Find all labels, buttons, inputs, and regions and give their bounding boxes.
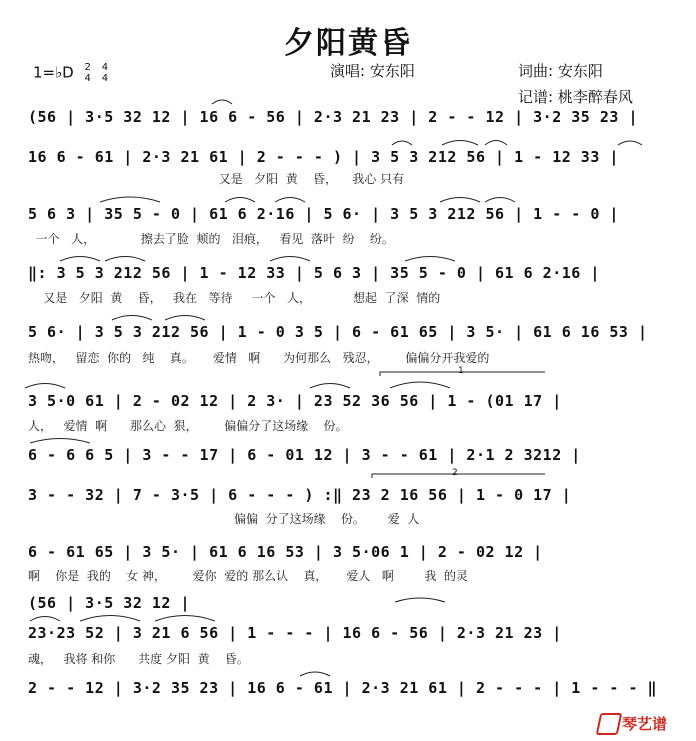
- slur: [165, 316, 205, 321]
- slur: [30, 617, 60, 622]
- notation-line: 5 6· | 3 5 3 212 56 | 1 - 0 3 5 | 6 - 61 65 | 3 5· | 61 6 16 53 |: [28, 323, 648, 341]
- slur: [112, 316, 152, 321]
- key-and-time-signature: [33, 62, 108, 84]
- notation-line: 3 5·0 61 | 2 - 02 12 | 2 3· | 23 52 36 56 | 1 - (01 17 |: [28, 392, 562, 410]
- notation-line: 2 - - 12 | 3·2 35 23 | 16 6 - 61 | 2·3 21 61 | 2 - - - | 1 - - - ‖: [28, 679, 658, 697]
- slur: [390, 382, 450, 388]
- slur: [100, 197, 160, 202]
- notation-line: 5 6 3 | 35 5 - 0 | 61 6 2·16 | 5 6· | 3 5 3 212 56 | 1 - - 0 |: [28, 205, 619, 223]
- notation-line: 3 - - 32 | 7 - 3·5 | 6 - - - ) :‖ 23 2 16 56 | 1 - 0 17 |: [28, 486, 572, 504]
- lyric-line: 一个 人， 擦去了脸 颊的 泪痕， 看见 落叶 纷 纷。: [28, 232, 394, 246]
- notation-line: 6 - 61 65 | 3 5· | 61 6 16 53 | 3 5·06 1 | 2 - 02 12 |: [28, 543, 543, 561]
- notation-line: (56 | 3·5 32 12 |: [28, 594, 191, 612]
- volta-2-label: 2: [452, 468, 458, 478]
- time-signature-4-4: 4 4: [101, 62, 109, 84]
- notation-line: (56 | 3·5 32 12 | 16 6 - 56 | 2·3 21 23 | 2 - - 12 | 3·2 35 23 |: [28, 108, 638, 126]
- slur: [155, 616, 215, 622]
- slur: [310, 384, 350, 389]
- lyric-line: 魂， 我将 和你 共度 夕阳 黄 昏。: [28, 652, 249, 666]
- slur: [442, 141, 478, 146]
- notation-line: 23·23 52 | 3 21 6 56 | 1 - - - | 16 6 - 56 | 2·3 21 23 |: [28, 624, 562, 642]
- notation-line: 6 - 6 6 5 | 3 - - 17 | 6 - 01 12 | 3 - - 61 | 2·1 2 3212 |: [28, 446, 581, 464]
- slur: [618, 141, 642, 145]
- volta-2-bracket: [372, 474, 545, 478]
- slur: [392, 141, 412, 145]
- slur: [485, 198, 515, 203]
- notation-line: ‖: 3 5 3 212 56 | 1 - 12 33 | 5 6 3 | 35 5 - 0 | 61 6 2·16 |: [28, 264, 600, 282]
- slur: [300, 672, 330, 676]
- singer-credit: 演唱: 安东阳: [330, 62, 415, 80]
- lyric-line: 啊 你是 我的 女 神， 爱你 爱的 那么认 真， 爱人 啊 我 的灵: [28, 569, 469, 583]
- slur: [25, 384, 65, 389]
- lyric-line: 热吻， 留恋 你的 纯 真。 爱情 啊 为何那么 残忍， 偏偏分开我爱的: [28, 351, 490, 365]
- watermark-text: 琴艺谱: [622, 715, 668, 733]
- slur: [485, 141, 507, 146]
- slur: [60, 257, 100, 262]
- watermark-logo: [598, 713, 688, 735]
- lyric-line: 又是 夕阳 黄 昏， 我在 等待 一个 人， 想起 了深 情的: [28, 291, 441, 305]
- slur: [270, 257, 310, 262]
- logo-mark-icon: [596, 713, 623, 735]
- slur: [225, 198, 255, 203]
- slur: [275, 198, 305, 203]
- notation-line: 16 6 - 61 | 2·3 21 61 | 2 - - - ) | 3 5 3 212 56 | 1 - 12 33 |: [28, 148, 619, 166]
- transcriber-credit: 记谱: 桃李醉春风: [518, 88, 633, 106]
- slur: [440, 198, 480, 203]
- volta-1-label: 1: [458, 366, 464, 376]
- slur: [30, 439, 90, 444]
- time-signature-2-4: 2 4: [84, 62, 91, 84]
- lyric-line: 偏偏 分了这场缘 份。 爱 人: [28, 512, 420, 526]
- lyric-line: 又是 夕阳 黄 昏， 我心 只有: [28, 172, 405, 186]
- lyric-line: 人， 爱情 啊 那么心 狠， 偏偏分了这场缘 份。: [28, 419, 348, 433]
- key-signature: 1=♭D: [33, 63, 74, 82]
- lyricist-composer-credit: 词曲: 安东阳: [518, 62, 603, 80]
- slur: [405, 257, 455, 262]
- slur: [80, 616, 140, 622]
- song-title: 夕阳黄昏: [284, 26, 412, 61]
- slur: [105, 257, 145, 262]
- slur: [212, 100, 232, 104]
